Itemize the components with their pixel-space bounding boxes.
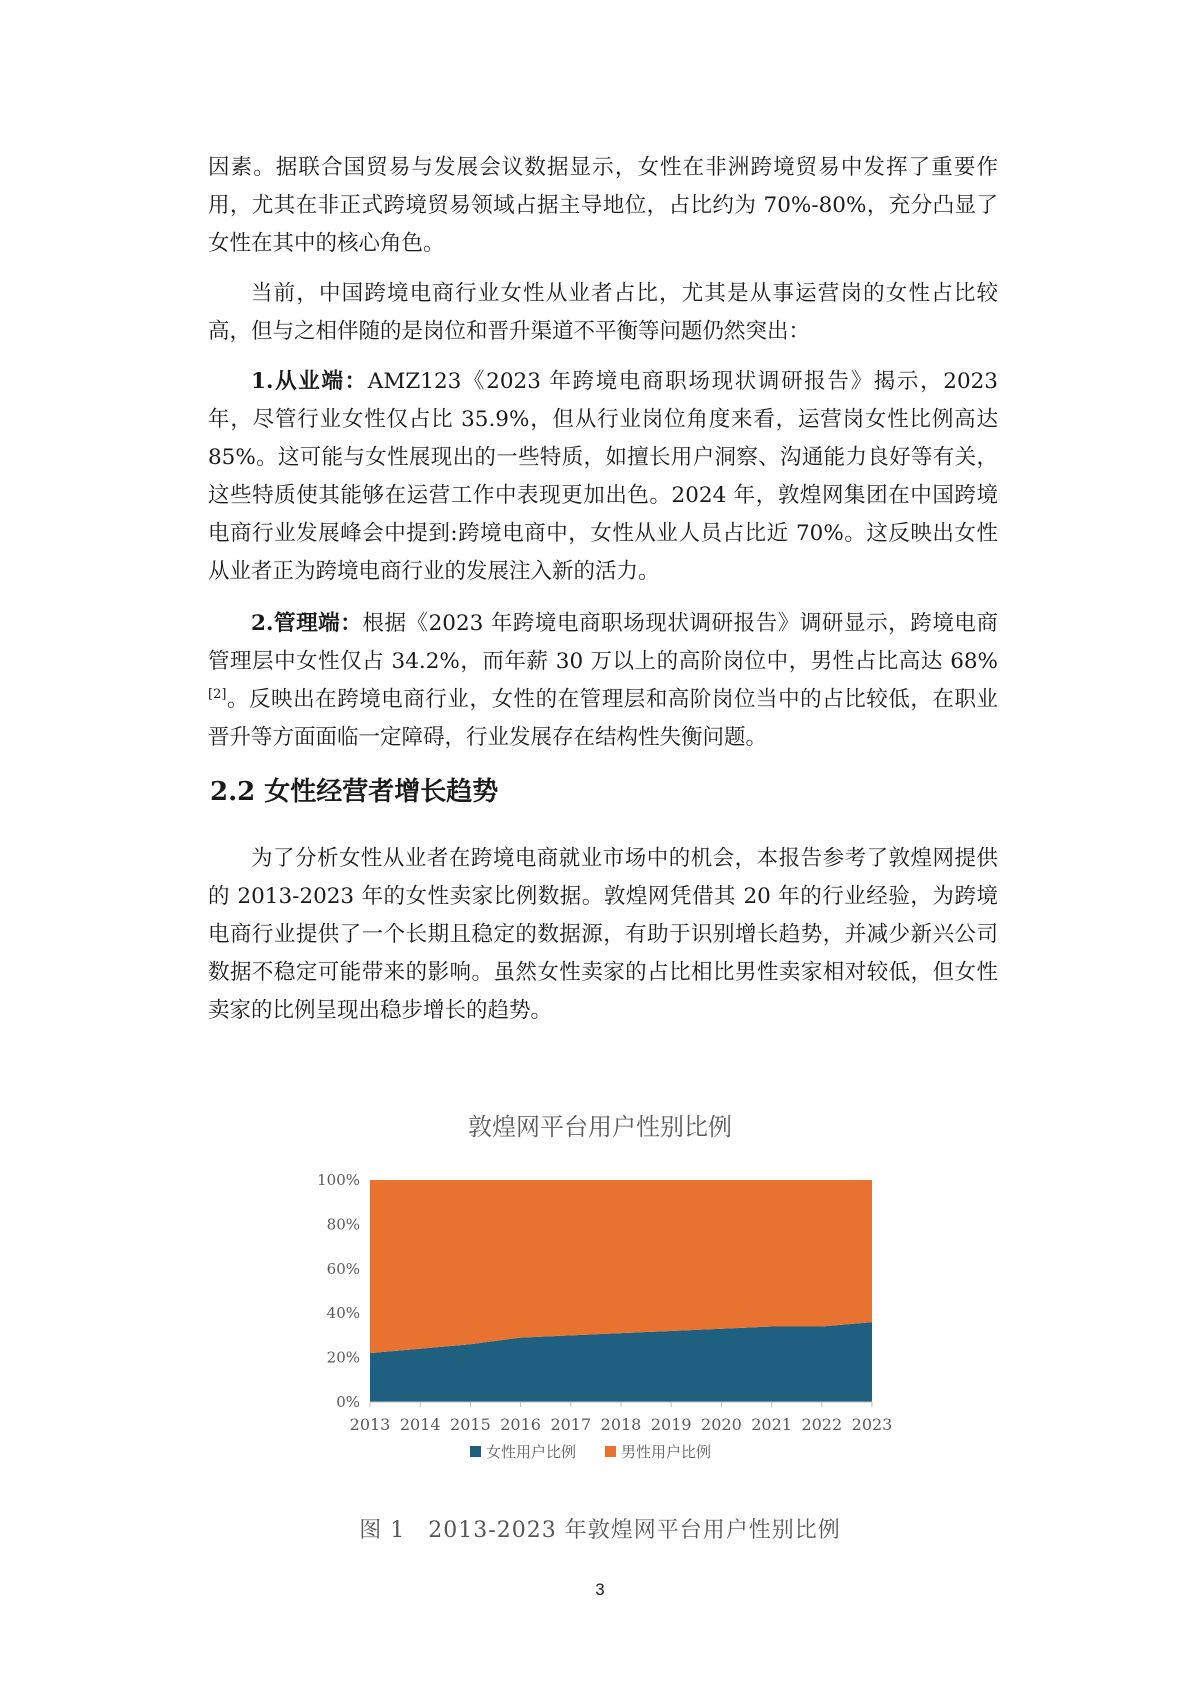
y-tick-label: 40%	[326, 1304, 360, 1323]
x-tick-label: 2021	[751, 1415, 792, 1434]
x-tick-label: 2013	[349, 1415, 391, 1434]
paragraph-management-label: 2.管理端：	[251, 611, 363, 636]
x-tick-label: 2020	[701, 1415, 742, 1434]
x-tick-label: 2017	[550, 1415, 592, 1434]
legend-swatch	[470, 1446, 481, 1457]
area-chart	[300, 1090, 900, 1490]
figure-caption: 图 1 2013-2023 年敦煌网平台用户性别比例	[359, 1518, 841, 1543]
x-tick-label: 2018	[600, 1415, 642, 1434]
paragraph-employment	[208, 363, 998, 591]
y-tick-label: 0%	[336, 1393, 360, 1411]
paragraph-management-text-b: 。反映出在跨境电商行业，女性的在管理层和高阶岗位当中的占比较低，在职业晋升等方面面临一定障碍，行业发展存在结构性失衡问题。	[208, 687, 998, 750]
x-tick-label: 2023	[851, 1415, 893, 1434]
x-tick-label: 2014	[399, 1415, 441, 1434]
x-tick-label: 2015	[450, 1415, 491, 1434]
y-tick-label: 20%	[326, 1348, 360, 1367]
y-tick-label: 100%	[317, 1171, 360, 1189]
x-tick-label: 2016	[500, 1415, 541, 1434]
y-tick-label: 60%	[326, 1259, 360, 1278]
x-tick-label: 2019	[650, 1415, 692, 1434]
page-number: 3	[595, 1580, 605, 1599]
paragraph-management-text-a: 根据《2023 年跨境电商职场现状调研报告》调研显示，跨境电商管理层中女性仅占 34.2%，而年薪 30 万以上的高阶岗位中，男性占比高达 68%	[208, 611, 998, 674]
legend-label: 女性用户比例	[486, 1443, 577, 1461]
legend-swatch	[605, 1446, 616, 1457]
paragraph-management	[208, 605, 998, 757]
paragraph-1: 因素。据联合国贸易与发展会议数据显示，女性在非洲跨境贸易中发挥了重要作用，尤其在非正式跨境贸易领域占据主导地位，占比约为 70%-80%，充分凸显了女性在其中的核心角色。	[208, 155, 998, 256]
citation-link[interactable]: [2]	[208, 686, 227, 702]
y-tick-label: 80%	[326, 1215, 360, 1234]
paragraph-employment-text: AMZ123《2023 年跨境电商职场现状调研报告》揭示，2023 年，尽管行业女性仅占比 35.9%，但从行业岗位角度来看，运营岗女性比例高达 85%。这可能与女性展现出的一些特质，如擅长用户洞察、沟通能力良好等有关，这些特质使其能够在运营工作中表现更加出色。2024 年，敦煌网集团在中国跨境电商行业发展峰会中提到:跨境电商中，女性从业人员占比近 70%。这反映出女性从业者正为跨境电商行业的发展注入新的活力。	[208, 369, 998, 584]
chart-container	[300, 1090, 900, 1490]
paragraph-employment-label: 1.从业端：	[251, 369, 368, 394]
x-tick-label: 2022	[801, 1415, 843, 1434]
paragraph-5: 为了分析女性从业者在跨境电商就业市场中的机会，本报告参考了敦煌网提供的 2013-2023 年的女性卖家比例数据。敦煌网凭借其 20 年的行业经验，为跨境电商行业提供了一个长期且稳定的数据源，有助于识别增长趋势，并减少新兴公司数据不稳定可能带来的影响。虽然女性卖家的占比相比男性卖家相对较低，但女性卖家的比例呈现出稳步增长的趋势。	[208, 846, 998, 1023]
chart-title: 敦煌网平台用户性别比例	[468, 1113, 732, 1141]
paragraph-2: 当前，中国跨境电商行业女性从业者占比，尤其是从事运营岗的女性占比较高，但与之相伴随的是岗位和晋升渠道不平衡等问题仍然突出：	[208, 281, 998, 344]
legend-label: 男性用户比例	[621, 1443, 712, 1461]
section-heading: 2.2 女性经营者增长趋势	[210, 777, 499, 807]
